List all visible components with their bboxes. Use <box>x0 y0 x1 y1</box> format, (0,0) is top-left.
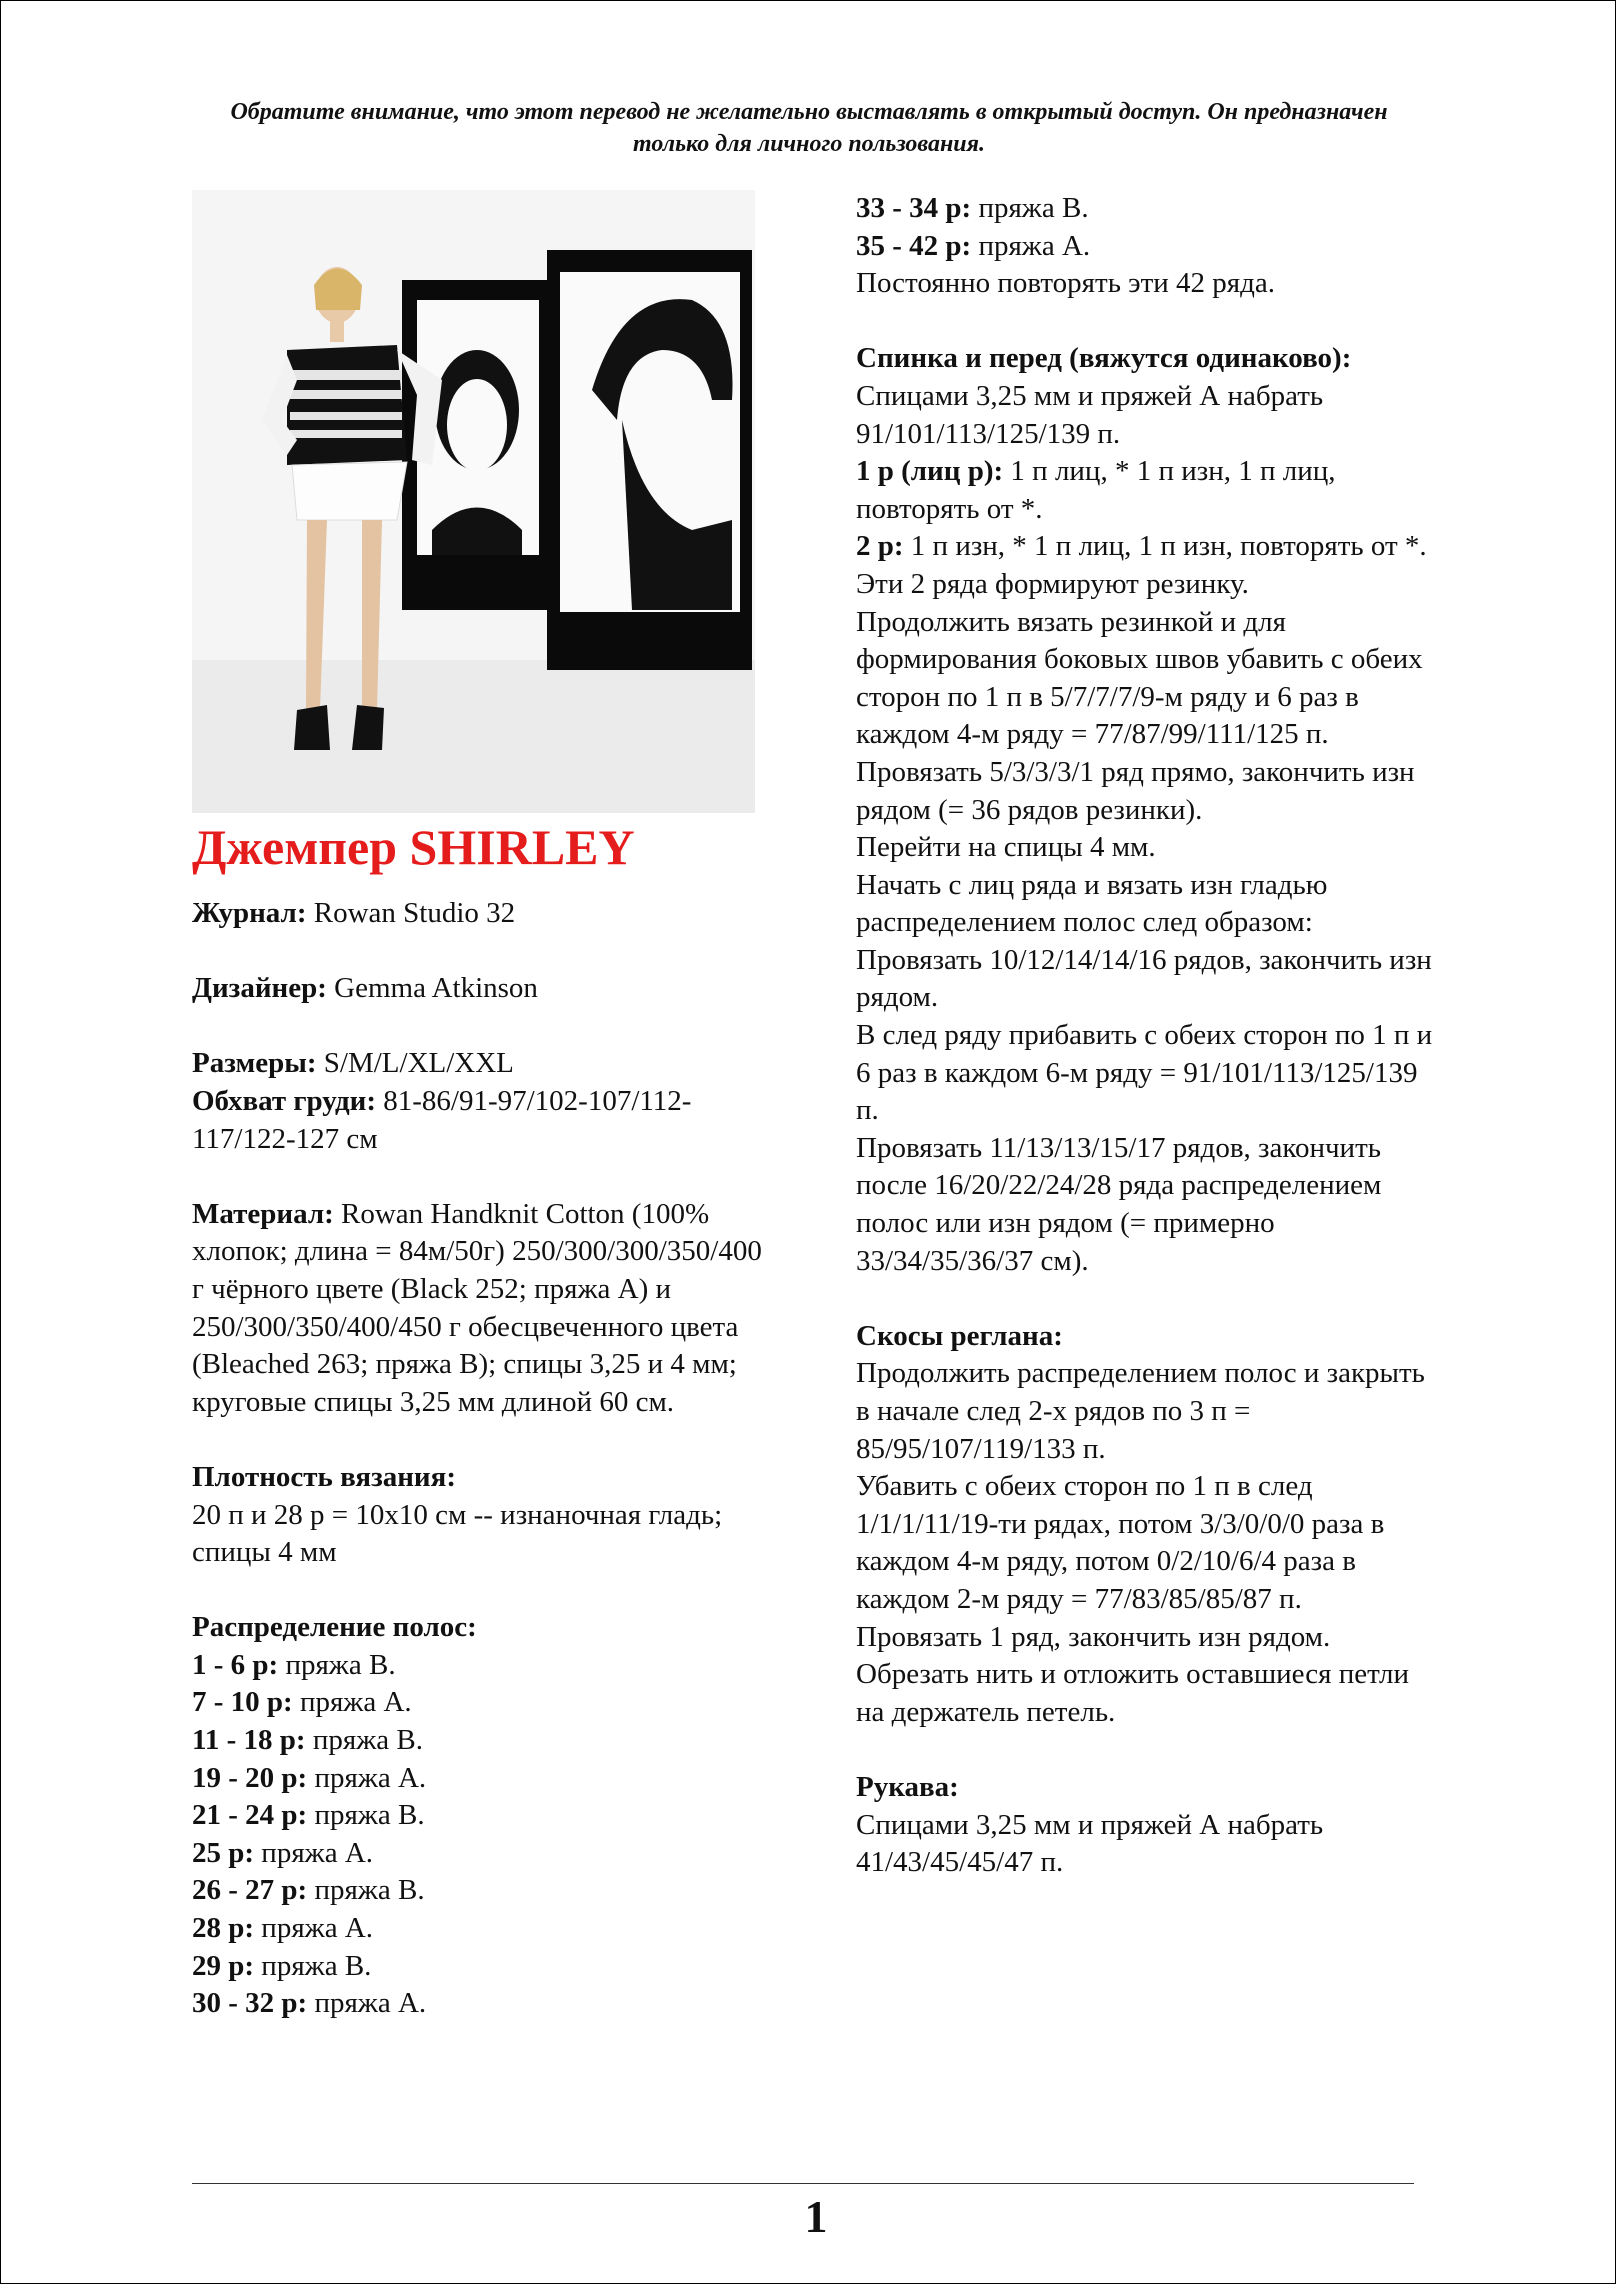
stripes-label: Распределение полос: <box>192 1611 477 1644</box>
instruction-line: Провязать 1 ряд, закончить изн рядом. Обрезать нить и отложить оставшиеся петли на держатель петель. <box>856 1620 1410 1728</box>
stripe-yarn: пряжа А. <box>299 1686 412 1719</box>
stripe-yarn: пряжа А. <box>261 1836 374 1869</box>
stripe-row <box>856 190 1436 228</box>
rib-row-1 <box>856 453 1436 528</box>
rib-row-1-label: 1 р (лиц р): <box>856 455 1004 488</box>
stripe-rows-label: 1 - 6 р: <box>192 1648 279 1681</box>
gauge-text: 20 п и 28 р = 10х10 см -- изнаночная гладь; спицы 4 мм <box>192 1498 723 1569</box>
stripe-row <box>192 1835 777 1873</box>
magazine-label: Журнал: <box>192 897 307 929</box>
stripe-yarn: пряжа А. <box>261 1912 374 1945</box>
designer-line <box>192 970 777 1008</box>
stripe-yarn: пряжа В. <box>978 192 1089 224</box>
gauge-heading <box>192 1459 777 1497</box>
left-column <box>192 190 777 2023</box>
material-text: Rowan Handknit Cotton (100% хлопок; длина = 84м/50г) 250/300/300/350/400 г чёрного цвете (Black 252; пряжа А) и 250/300/350/400/450 г обесцвеченного цвета (Bleached 263; пряжа В); спицы 3,25 и 4 мм; круговые спицы 3,25 мм длиной 60 см. <box>192 1197 762 1418</box>
instruction-line: Продолжить вязать резинкой и для формирования боковых швов убавить с обеих сторон по 1 п в 5/7/7/7/9-м ряду и 6 раз в каждом 4-м ряду = 77/87/99/111/125 п. <box>856 605 1423 751</box>
sleeves-text: Спицами 3,25 мм и пряжей А набрать 41/43/45/45/47 п. <box>856 1808 1324 1879</box>
stripe-rows-label: 25 р: <box>192 1836 255 1869</box>
instruction-line: Продолжить распределением полос и закрыть в начале след 2-х рядов по 3 п = 85/95/107/119/133 п. <box>856 1357 1425 1465</box>
stripes-list-left <box>192 1647 777 2023</box>
magazine-line <box>192 895 777 933</box>
stripe-yarn: пряжа А. <box>314 1761 427 1794</box>
back-front-heading-text: Спинка и перед (вяжутся одинаково): <box>856 342 1352 375</box>
instruction-line: Перейти на спицы 4 мм. <box>856 831 1156 864</box>
stripe-rows-label: 28 р: <box>192 1912 255 1945</box>
stripe-row <box>192 1910 777 1948</box>
rib-row-2-label: 2 р: <box>856 530 904 563</box>
page-title: Джемпер SHIRLEY <box>192 819 635 875</box>
sizes-value: S/M/L/XL/XXL <box>323 1047 514 1080</box>
raglan-heading-text: Скосы реглана: <box>856 1319 1063 1352</box>
page-number: 1 <box>804 2191 828 2242</box>
raglan-heading <box>856 1318 1436 1356</box>
stripe-row <box>856 228 1436 266</box>
stripe-rows-label: 26 - 27 р: <box>192 1874 308 1907</box>
stripe-yarn: пряжа А. <box>978 229 1091 262</box>
stripe-row <box>192 1948 777 1986</box>
stripe-rows-label: 33 - 34 р: <box>856 192 972 224</box>
material-label: Материал: <box>192 1197 334 1230</box>
chest-line <box>192 1083 777 1158</box>
stripe-rows-label: 30 - 32 р: <box>192 1987 308 2020</box>
stripe-yarn: пряжа В. <box>285 1648 396 1681</box>
copyright-notice: Обратите внимание, что этот перевод не желательно выставлять в открытый доступ. Он предназначен только для личного пользования. <box>230 99 1388 157</box>
stripe-rows-label: 11 - 18 р: <box>192 1724 306 1757</box>
designer-label: Дизайнер: <box>192 972 327 1005</box>
instruction-line: Провязать 5/3/3/3/1 ряд прямо, закончить изн рядом (= 36 рядов резинки). <box>856 755 1415 826</box>
stripe-yarn: пряжа В. <box>312 1724 423 1757</box>
stripe-yarn: пряжа В. <box>314 1799 425 1832</box>
instruction-line: Эти 2 ряда формируют резинку. <box>856 567 1249 600</box>
material-line <box>192 1196 777 1422</box>
stripe-row <box>192 1797 777 1835</box>
stripes-heading <box>192 1609 777 1647</box>
instruction-line: Начать с лиц ряда и вязать изн гладью распределением полос след образом: <box>856 868 1328 939</box>
stripe-rows-label: 21 - 24 р: <box>192 1799 308 1832</box>
instruction-line: В след ряду прибавить с обеих сторон по 1 п и 6 раз в каждом 6-м ряду = 91/101/113/125/139 п. <box>856 1019 1433 1127</box>
stripe-rows-label: 35 - 42 р: <box>856 229 972 262</box>
sleeves-heading-text: Рукава: <box>856 1770 959 1803</box>
back-front-cast-on: Спицами 3,25 мм и пряжей А набрать 91/101/113/125/139 п. <box>856 379 1324 450</box>
stripe-yarn: пряжа В. <box>314 1874 425 1907</box>
rib-row-2-text: 1 п изн, * 1 п лиц, 1 п изн, повторять от *. <box>910 530 1427 563</box>
stripe-rows-label: 19 - 20 р: <box>192 1761 308 1794</box>
right-column <box>856 190 1436 1882</box>
designer-value: Gemma Atkinson <box>334 972 538 1005</box>
sleeves-heading <box>856 1769 1436 1807</box>
stripes-repeat: Постоянно повторять эти 42 ряда. <box>856 267 1276 300</box>
stripe-yarn: пряжа А. <box>314 1987 427 2020</box>
product-photo <box>192 190 755 813</box>
rib-row-1-text: 1 п лиц, * 1 п изн, 1 п лиц, повторять от *. <box>856 455 1336 525</box>
stripe-rows-label: 7 - 10 р: <box>192 1686 293 1719</box>
sizes-label: Размеры: <box>192 1047 317 1080</box>
chest-value: 81-86/91-97/102-107/112-117/122-127 см <box>192 1084 692 1155</box>
rib-row-2 <box>856 528 1436 566</box>
stripe-rows-label: 29 р: <box>192 1949 255 1982</box>
instruction-line: Убавить с обеих сторон по 1 п в след 1/1/1/11/19-ти рядах, потом 3/3/0/0/0 раза в каждом 4-м ряду, потом 0/2/10/6/4 раза в каждом 2-м ряду = 77/83/85/85/87 п. <box>856 1470 1385 1615</box>
stripe-yarn: пряжа В. <box>261 1949 372 1982</box>
stripe-row <box>192 1872 777 1910</box>
sizes-line <box>192 1045 777 1083</box>
back-front-heading <box>856 340 1436 378</box>
chest-label: Обхват груди: <box>192 1084 376 1117</box>
stripe-row <box>192 1647 777 1685</box>
gauge-label: Плотность вязания: <box>192 1460 456 1493</box>
footer-divider <box>192 2183 1414 2184</box>
instruction-line: Провязать 10/12/14/14/16 рядов, закончить изн рядом. <box>856 943 1432 1014</box>
stripe-row <box>192 1722 777 1760</box>
stripe-row <box>192 1760 777 1798</box>
stripe-row <box>192 1684 777 1722</box>
magazine-value: Rowan Studio 32 <box>313 897 516 929</box>
instruction-line: Провязать 11/13/13/15/17 рядов, закончить после 16/20/22/24/28 ряда распределением полос или изн рядом (= примерно 33/34/35/36/37 см). <box>856 1131 1382 1277</box>
stripe-row <box>192 1985 777 2023</box>
